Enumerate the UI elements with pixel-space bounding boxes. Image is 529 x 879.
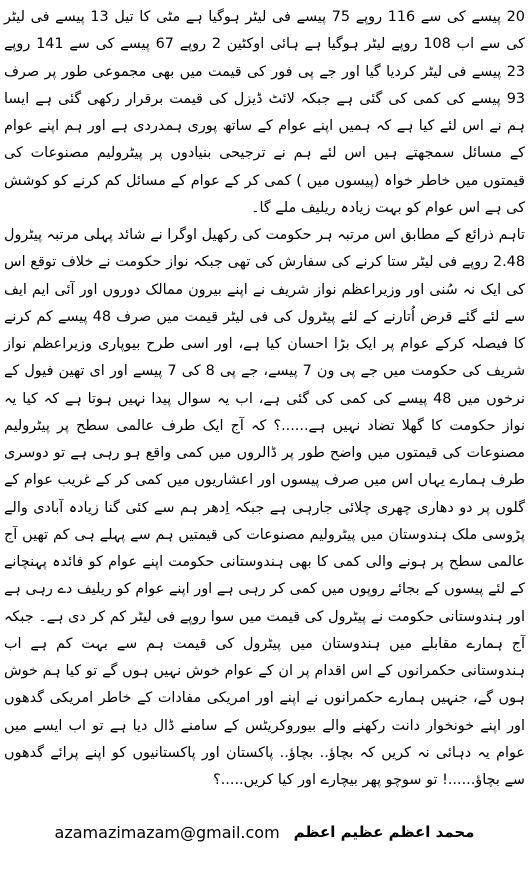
author-email: azamazimazam@gmail.com: [54, 822, 280, 842]
article-body: [4, 4, 525, 794]
author-footer: [0, 818, 529, 846]
article-paragraph-2: تاہم ذرائع کے مطابق اس مرتبہ ہر حکومت کی رکھیل اوگرا نے شائد پہلی مرتبہ پیٹرول 2.48 روپے فی لیٹر ستا کرنے کی سفارش کی تھی جبکہ نواز حکومت نے خلاف توقع اس کی ایک نہ سُنی اور وزیراعظم نواز شریف نے اپنے بیرون ممالک دوروں اور آئی ایم ایف سے لئے گئے قرض اُتارنے کے لئے پیٹرول کی فی لیٹر قیمت میں صرف 48 پیسے کم کرنے کا فیصلہ کرکے عوام پر ایک بڑا احسان کیا ہے، اور اسی طرح بیوپاری وزیراعظم نواز شریف کی حکومت میں جے پی ون 7 پیسے، جے پی 8 کی 7 پیسے اور ای تھین فیول کے نرخوں میں 48 پیسے کی کمی کی گئی ہے، اب یہ سوال پیدا نہیں ہوتا ہے کہ کیا یہ نواز حکومت کا گھلا تضاد نہیں ہے......؟ کہ آج ایک طرف عالمی سطح پر پیٹرولیم مصنوعات کی قیمتوں میں واضح طور پر ڈالروں میں کمی واقع ہو رہی ہے تو دوسری طرف ہمارے یہاں اس میں صرف پیسوں اور اعشاریوں میں کمی کر کے غریب عوام کے گلوں پر دو دھاری چھری چلائی جارہی ہے جبکہ اِدھر ہم سے کئی گنا زیادہ آبادی والے پڑوسی ملک ہندوستان میں پیٹرولیم مصنوعات کی قیمتیں ہم سے پہلے ہی کم تھیں آج عالمی سطح پر ہونے والی کمی کا بھی ہندوستانی حکومت اپنے عوام کو فائدہ پہنچانے کے لئے پیسوں کے بجائے روپوں میں کمی کر رہی ہے اور اپنے عوام کو ریلیف دے رہی ہے اور ہندوستانی حکومت نے پیٹرول کی قیمت میں سوا روپے فی لیٹر کم کر دی ہے۔ جبکہ آج ہمارے مقابلے میں ہندوستان میں پیٹرول کی قیمت ہم سے بہت کم ہے اب ہندوستانی حکمرانوں کے اس اقدام پر ان کے عوام خوش نہیں ہوں گے تو کیا ہم خوش ہوں گے، جنہیں ہمارے حکمرانوں نے اپنے اور امریکی مفادات کے خاطر امریکی گدھوں اور اپنے خونخوار دانت رکھنے والے بیوروکریٹس کے سامنے ڈال دیا ہے تو اب ایسے میں عوام یہ دہائی نہ کریں کہ بچاؤ.. بچاؤ.. پاکستان اور پاکستانیوں کو اپنے پرائے گدھوں سے بچاؤ......! تو سوچو پھر بیچارے اور کیا کریں.....؟: [4, 227, 526, 788]
article-paragraph-1: 20 پیسے کی سے 116 روپے 75 پیسے فی لیٹر ہوگیا ہے مٹی کا تیل 13 پیسے فی لیٹر کی سے اب 108 روپے لیٹر ہوگیا ہے ہائی اوکٹین 2 روپے 67 پیسے کی سے 141 روپے 23 پیسے فی لیٹر کردیا گیا اور جے پی فور کی قیمت میں بھی مجموعی طور پر صرف 93 پیسے کی کمی کی گئی ہے جبکہ لائٹ ڈیزل کی قیمت برقرار رکھی گئی ہے ایسا ہم نے اس لئے کیا ہے کہ ہمیں اپنے عوام کے ساتھ پوری ہمدردی ہے اور ہم اپنے عوام کے مسائل سمجھتے ہیں اس لئے ہم نے ترجیحی بنیادوں پر پیٹرولیم مصنوعات کی قیمتوں میں خاطر خواہ (پیسوں میں ) کمی کر کے عوام کے مسائل کم کرنے کو کوشش کی ہے اس عوام کو بہت زیادہ ریلیف ملے گا۔: [4, 9, 525, 216]
author-name: محمد اعظم عظیم اعظم: [293, 823, 475, 841]
